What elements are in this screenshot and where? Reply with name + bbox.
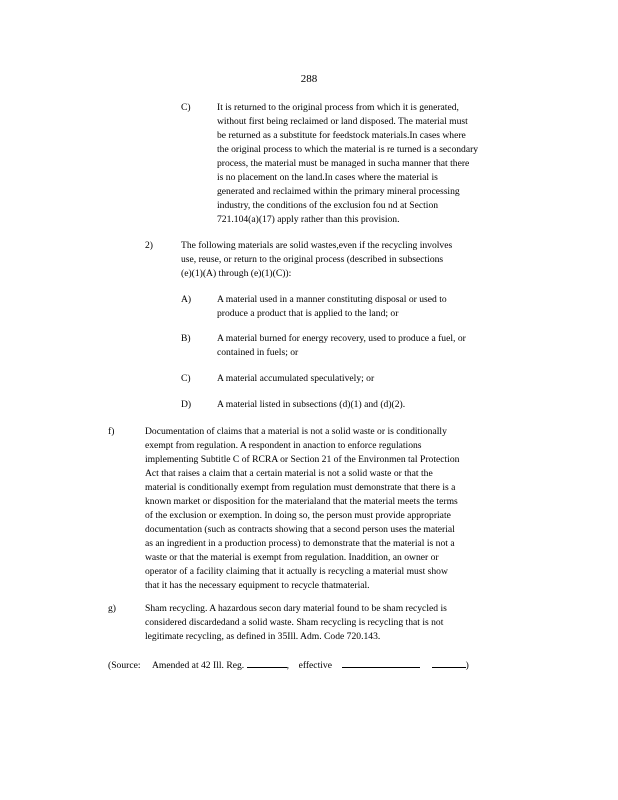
sub-item-b-label: B)	[181, 333, 191, 344]
sub-item-a-label: A)	[181, 294, 192, 305]
source-close: )	[465, 660, 469, 671]
item-c-label: C)	[181, 102, 191, 113]
source-prefix: (Source:	[108, 660, 141, 671]
item-2-text: The following materials are solid wastes,even if the recycling involves use, reuse, or return to the original process (described in subsections (e)(1)(A) through (e)(1)(C)):	[181, 240, 453, 279]
item-g-text: Sham recycling. A hazardous secon dary material found to be sham recycled is considered discardedand a solid waste. Sham recycling is recycling that is not legitimate recycling, as defined in 35Ill. Adm. Code 720.143.	[145, 603, 447, 642]
source-line	[108, 657, 469, 673]
source-effective: effective	[298, 660, 332, 671]
sub-item-d-label: D)	[181, 399, 192, 410]
item-2-label: 2)	[145, 240, 153, 251]
sub-item-a-text: A material used in a manner constituting disposal or used to produce a product that is applied to the land; or	[217, 294, 447, 319]
source-comma: ,	[286, 660, 289, 671]
item-g-label: g)	[108, 603, 116, 614]
item-f-text: Documentation of claims that a material is not a solid waste or is conditionally exempt from regulation. A respondent in anaction to enforce regulations implementing Subtitle C of RCRA or Section 21 of the Environmen tal Protection Act that raises a claim that a certain material is not a solid waste or that the material is conditionally exempt from regulation must demonstrate that there is a known market or disposition for the materialand that the material meets the terms of the exclusion or exemption. In doing so, the person must provide appropriate documentation (such as contracts showing that a second person uses the material as an ingredient in a production process) to demonstrate that the material is not a waste or that the material is exempt from regulation. Inaddition, an owner or operator of a facility claiming that it actually is recycling a material must show that it has the necessary equipment to recycle thatmaterial.	[145, 426, 460, 591]
sub-item-c-label: C)	[181, 373, 191, 384]
page-number: 288	[300, 73, 318, 85]
register-volume-blank	[247, 657, 287, 668]
item-c-text: It is returned to the original process from which it is generated, without first being reclaimed or land disposed. The material must be returned as a substitute for feedstock materials.In cases where the original process to which the material is re turned is a secondary process, the material must be managed in sucha manner that there is no placement on the land.In cases where the material is generated and reclaimed within the primary mineral processing industry, the conditions of the exclusion fou nd at Section 721.104(a)(17) apply rather than this provision.	[217, 102, 479, 225]
sub-item-b-text: A material burned for energy recovery, used to produce a fuel, or contained in fuels; or	[217, 333, 466, 358]
source-amended: Amended at 42 Ill. Reg.	[151, 660, 245, 671]
effective-date-blank	[342, 657, 420, 668]
sub-item-c-text: A material accumulated speculatively; or	[217, 373, 375, 384]
effective-year-blank	[432, 657, 466, 668]
item-f-label: f)	[108, 426, 115, 437]
sub-item-d-text: A material listed in subsections (d)(1) and (d)(2).	[217, 399, 406, 410]
